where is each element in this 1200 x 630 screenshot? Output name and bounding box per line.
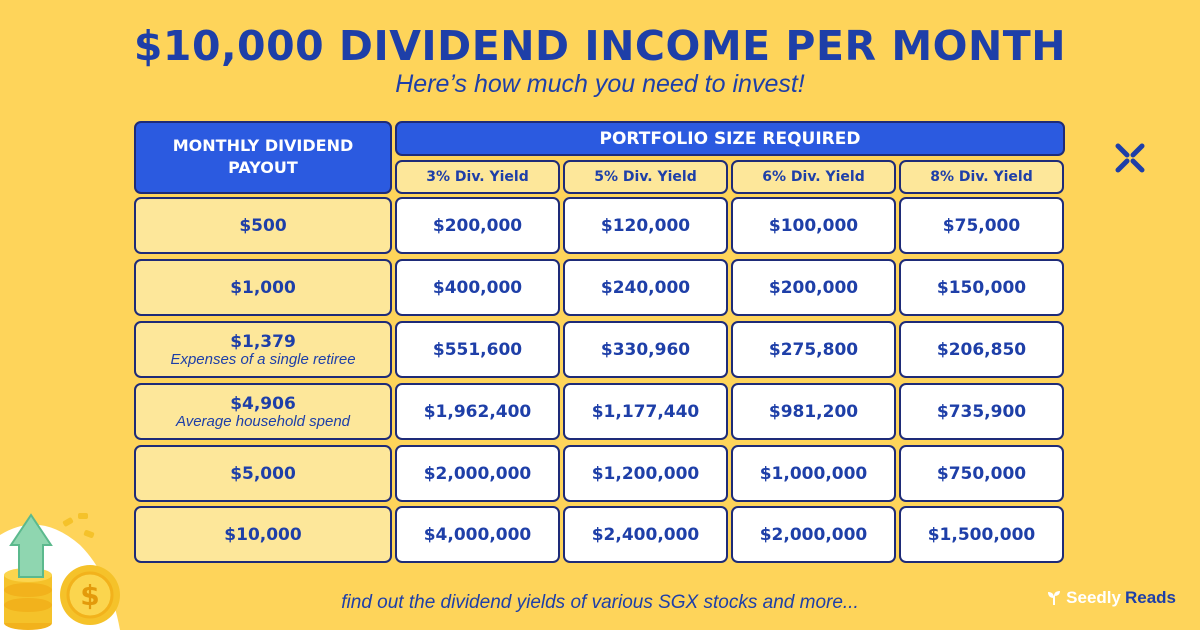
payout-amount: $5,000 xyxy=(230,463,296,484)
payout-note: Expenses of a single retiree xyxy=(170,350,356,368)
portfolio-value: $400,000 xyxy=(432,277,523,298)
yield-header-3pct: 3% Div. Yield xyxy=(395,160,560,194)
portfolio-value: $1,000,000 xyxy=(759,463,868,484)
portfolio-value: $1,177,440 xyxy=(591,401,700,422)
portfolio-value-cell xyxy=(731,506,896,563)
portfolio-value-cell xyxy=(899,383,1064,440)
portfolio-value: $2,400,000 xyxy=(591,524,700,545)
portfolio-value-cell xyxy=(731,383,896,440)
portfolio-value-cell xyxy=(731,259,896,316)
brand-name-seedly: Seedly xyxy=(1066,588,1121,607)
portfolio-value: $240,000 xyxy=(600,277,691,298)
brand-logo xyxy=(1046,588,1176,608)
portfolio-value-cell xyxy=(395,383,560,440)
portfolio-value-cell xyxy=(395,259,560,316)
page-subtitle: Here’s how much you need to invest! xyxy=(395,70,805,98)
payout-cell xyxy=(134,259,392,316)
portfolio-value-cell xyxy=(731,197,896,254)
page-title: $10,000 DIVIDEND INCOME PER MONTH xyxy=(133,22,1067,70)
portfolio-value-cell xyxy=(395,321,560,378)
portfolio-value: $330,960 xyxy=(600,339,691,360)
portfolio-value: $206,850 xyxy=(936,339,1027,360)
portfolio-value-cell xyxy=(395,197,560,254)
portfolio-value-cell xyxy=(899,506,1064,563)
payout-amount: $1,000 xyxy=(230,277,296,298)
payout-cell xyxy=(134,321,392,378)
portfolio-value-cell xyxy=(563,383,728,440)
portfolio-value: $150,000 xyxy=(936,277,1027,298)
yield-header-5pct: 5% Div. Yield xyxy=(563,160,728,194)
portfolio-value-cell xyxy=(395,506,560,563)
portfolio-value-cell xyxy=(563,445,728,502)
portfolio-value-cell xyxy=(899,321,1064,378)
payout-amount: $10,000 xyxy=(224,524,302,545)
portfolio-value: $981,200 xyxy=(768,401,859,422)
payout-amount: $4,906 xyxy=(230,393,296,414)
portfolio-value: $750,000 xyxy=(936,463,1027,484)
portfolio-value-cell xyxy=(563,259,728,316)
payout-note: Average household spend xyxy=(175,412,351,430)
portfolio-value: $100,000 xyxy=(768,215,859,236)
portfolio-value: $2,000,000 xyxy=(423,463,532,484)
portfolio-value-cell xyxy=(731,321,896,378)
footer-link-text[interactable]: find out the dividend yields of various SGX stocks and more... xyxy=(341,592,859,613)
portfolio-value-cell xyxy=(731,445,896,502)
portfolio-value: $2,000,000 xyxy=(759,524,868,545)
portfolio-value: $735,900 xyxy=(936,401,1027,422)
yield-header-6pct: 6% Div. Yield xyxy=(731,160,896,194)
portfolio-value-cell xyxy=(899,445,1064,502)
portfolio-value: $120,000 xyxy=(600,215,691,236)
payout-amount: $500 xyxy=(239,215,287,236)
portfolio-value-cell xyxy=(563,321,728,378)
x-logo-icon xyxy=(1114,142,1146,174)
portfolio-value-cell xyxy=(395,445,560,502)
portfolio-value: $1,200,000 xyxy=(591,463,700,484)
portfolio-value: $200,000 xyxy=(768,277,859,298)
portfolio-value-cell xyxy=(563,197,728,254)
portfolio-value: $1,500,000 xyxy=(927,524,1036,545)
svg-text:$: $ xyxy=(80,579,100,612)
portfolio-value-cell xyxy=(899,259,1064,316)
seedling-icon xyxy=(1046,590,1062,606)
portfolio-value-cell xyxy=(899,197,1064,254)
payout-cell xyxy=(134,445,392,502)
portfolio-value: $200,000 xyxy=(432,215,523,236)
portfolio-value: $275,800 xyxy=(768,339,859,360)
yield-header-8pct: 8% Div. Yield xyxy=(899,160,1064,194)
monthly-payout-header: MONTHLY DIVIDEND PAYOUT xyxy=(134,121,392,194)
portfolio-value: $4,000,000 xyxy=(423,524,532,545)
payout-cell xyxy=(134,506,392,563)
portfolio-value-cell xyxy=(563,506,728,563)
portfolio-value: $1,962,400 xyxy=(423,401,532,422)
payout-cell xyxy=(134,383,392,440)
portfolio-value: $75,000 xyxy=(942,215,1021,236)
payout-amount: $1,379 xyxy=(230,331,296,352)
portfolio-size-header: PORTFOLIO SIZE REQUIRED xyxy=(395,121,1065,156)
brand-name-reads: Reads xyxy=(1124,588,1176,607)
portfolio-value: $551,600 xyxy=(432,339,523,360)
payout-cell xyxy=(134,197,392,254)
